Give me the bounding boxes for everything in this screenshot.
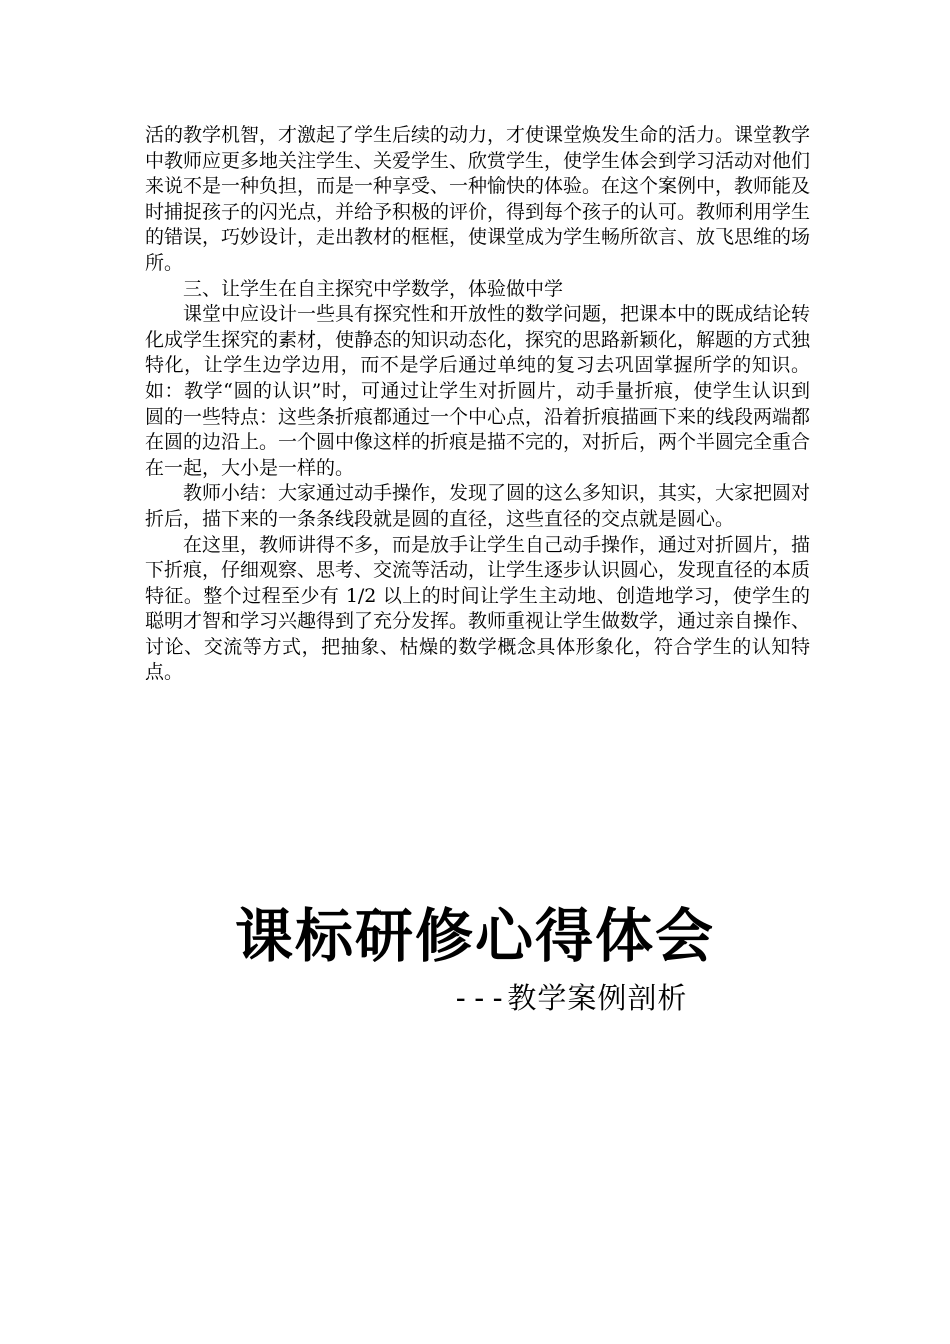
paragraph: 课堂中应设计一些具有探究性和开放性的数学问题，把课本中的既成结论转化成学生探究的素材，使静态的知识动态化，探究的思路新颖化，解题的方式独特化，让学生边学边用，而不是学后通过单纯的复习去巩固掌握所学的知识。如：教学“圆的认识”时，可通过让学生对折圆片，动手量折痕，使学生认识到圆的一些特点：这些条折痕都通过一个中心点，沿着折痕描画下来的线段两端都在圆的边沿上。一个圆中像这样的折痕是描不完的，对折后，两个半圆完全重合在一起，大小是一样的。: [145, 303, 811, 479]
section-heading: 三、让学生在自主探究中学数学，体验做中学: [183, 277, 564, 300]
body-text: [145, 123, 810, 686]
paragraph: 教师小结：大家通过动手操作，发现了圆的这么多知识，其实，大家把圆对折后，描下来的一条条线段就是圆的直径，这些直径的交点就是圆心。: [145, 482, 811, 530]
document-title: 课标研修心得体会: [234, 902, 715, 970]
document-subtitle: ---教学案例剖析: [452, 981, 688, 1015]
paragraph: 在这里，教师讲得不多，而是放手让学生自己动手操作，通过对折圆片，描下折痕，仔细观察、思考、交流等活动，让学生逐步认识圆心，发现直径的本质特征。整个过程至少有 1/2 以上的时间让学生主动地、创造地学习，使学生的聪明才智和学习兴趣得到了充分发挥。教师重视让学生做数学，通过亲自操作、讨论、交流等方式，把抽象、枯燥的数学概念具体形象化，符合学生的认知特点。: [145, 533, 811, 684]
paragraph-continuation: 活的教学机智，才激起了学生后续的动力，才使课堂焕发生命的活力。课堂教学中教师应更多地关注学生、关爱学生、欣赏学生，使学生体会到学习活动对他们来说不是一种负担，而是一种享受、一种愉快的体验。在这个案例中，教师能及时捕捉孩子的闪光点，并给予积极的评价，得到每个孩子的认可。教师利用学生的错误，巧妙设计，走出教材的框框，使课堂成为学生畅所欲言、放飞思维的场所。: [145, 124, 811, 274]
